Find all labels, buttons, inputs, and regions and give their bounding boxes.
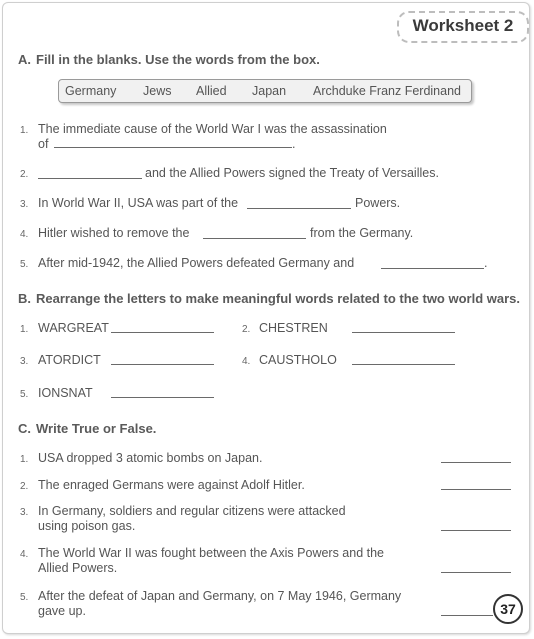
question-number: 2. — [242, 324, 251, 335]
question-text: Hitler wished to remove the — [38, 226, 190, 240]
section-c-letter: C. — [18, 421, 31, 436]
answer-blank[interactable] — [352, 332, 455, 333]
question-number: 4. — [20, 229, 29, 240]
statement-text: using poison gas. — [38, 519, 136, 533]
answer-blank[interactable] — [38, 178, 142, 179]
statement-text: In Germany, soldiers and regular citizens were attacked — [38, 504, 346, 518]
question-text: Powers. — [355, 196, 401, 210]
question-number: 4. — [242, 356, 251, 367]
word-box-item: Jews — [143, 84, 172, 98]
statement-text: After the defeat of Japan and Germany, on 7 May 1946, Germany — [38, 589, 402, 603]
question-number: 1. — [20, 324, 29, 335]
question-number: 2. — [20, 481, 29, 492]
word-box-item: Allied — [196, 84, 227, 98]
statement-text: Allied Powers. — [38, 561, 118, 575]
question-number: 2. — [20, 169, 29, 180]
scrambled-word: CAUSTHOLO — [259, 353, 337, 367]
word-box-item: Japan — [252, 84, 287, 98]
question-text: of — [38, 137, 49, 151]
answer-blank[interactable] — [111, 364, 214, 365]
question-number: 1. — [20, 454, 29, 465]
answer-blank[interactable] — [441, 489, 511, 490]
answer-blank[interactable] — [441, 572, 511, 573]
scrambled-word: ATORDICT — [38, 353, 101, 367]
answer-blank[interactable] — [111, 332, 214, 333]
scrambled-word: IONSNAT — [38, 386, 93, 400]
statement-text: gave up. — [38, 604, 86, 618]
section-a-heading-text: Fill in the blanks. Use the words from the box. — [36, 52, 320, 67]
statement-text: USA dropped 3 atomic bombs on Japan. — [38, 451, 263, 465]
question-number: 3. — [20, 199, 29, 210]
answer-blank[interactable] — [441, 462, 511, 463]
question-text: . — [484, 256, 488, 270]
answer-blank[interactable] — [381, 268, 484, 269]
answer-blank[interactable] — [352, 364, 455, 365]
question-number: 5. — [20, 259, 29, 270]
question-text: In World War II, USA was part of the — [38, 196, 239, 210]
question-number: 5. — [20, 389, 29, 400]
word-box-item: Germany — [65, 84, 117, 98]
question-text: After mid-1942, the Allied Powers defeated Germany and — [38, 256, 355, 270]
question-number: 4. — [20, 549, 29, 560]
scrambled-word: WARGREAT — [38, 321, 109, 335]
question-number: 1. — [20, 125, 29, 136]
section-c-heading — [18, 421, 156, 436]
answer-blank[interactable] — [441, 615, 493, 616]
section-c-heading-text: Write True or False. — [36, 421, 157, 436]
page-number: 37 — [493, 594, 523, 624]
word-box — [58, 79, 472, 103]
answer-blank[interactable] — [203, 238, 306, 239]
question-text: The immediate cause of the World War I was the assassination — [38, 122, 387, 136]
statement-text: The enraged Germans were against Adolf Hitler. — [38, 478, 305, 492]
section-b-letter: B. — [18, 291, 31, 306]
question-number: 5. — [20, 592, 29, 603]
worksheet-title: Worksheet 2 — [412, 16, 514, 35]
statement-text: The World War II was fought between the Axis Powers and the — [38, 546, 385, 560]
answer-blank[interactable] — [54, 147, 292, 148]
answer-blank[interactable] — [441, 530, 511, 531]
question-number: 3. — [20, 356, 29, 367]
section-a-heading — [18, 52, 320, 67]
question-text: from the Germany. — [310, 226, 414, 240]
answer-blank[interactable] — [247, 208, 351, 209]
worksheet-title-tab — [397, 11, 529, 43]
question-text: and the Allied Powers signed the Treaty of Versailles. — [145, 166, 439, 180]
question-number: 3. — [20, 507, 29, 518]
answer-blank[interactable] — [111, 397, 214, 398]
section-b-heading — [18, 291, 520, 306]
word-box-item: Archduke Franz Ferdinand — [313, 84, 461, 98]
section-a-letter: A. — [18, 52, 31, 67]
question-text: . — [292, 137, 296, 151]
scrambled-word: CHESTREN — [259, 321, 328, 335]
section-b-heading-text: Rearrange the letters to make meaningful words related to the two world wars. — [36, 291, 520, 306]
